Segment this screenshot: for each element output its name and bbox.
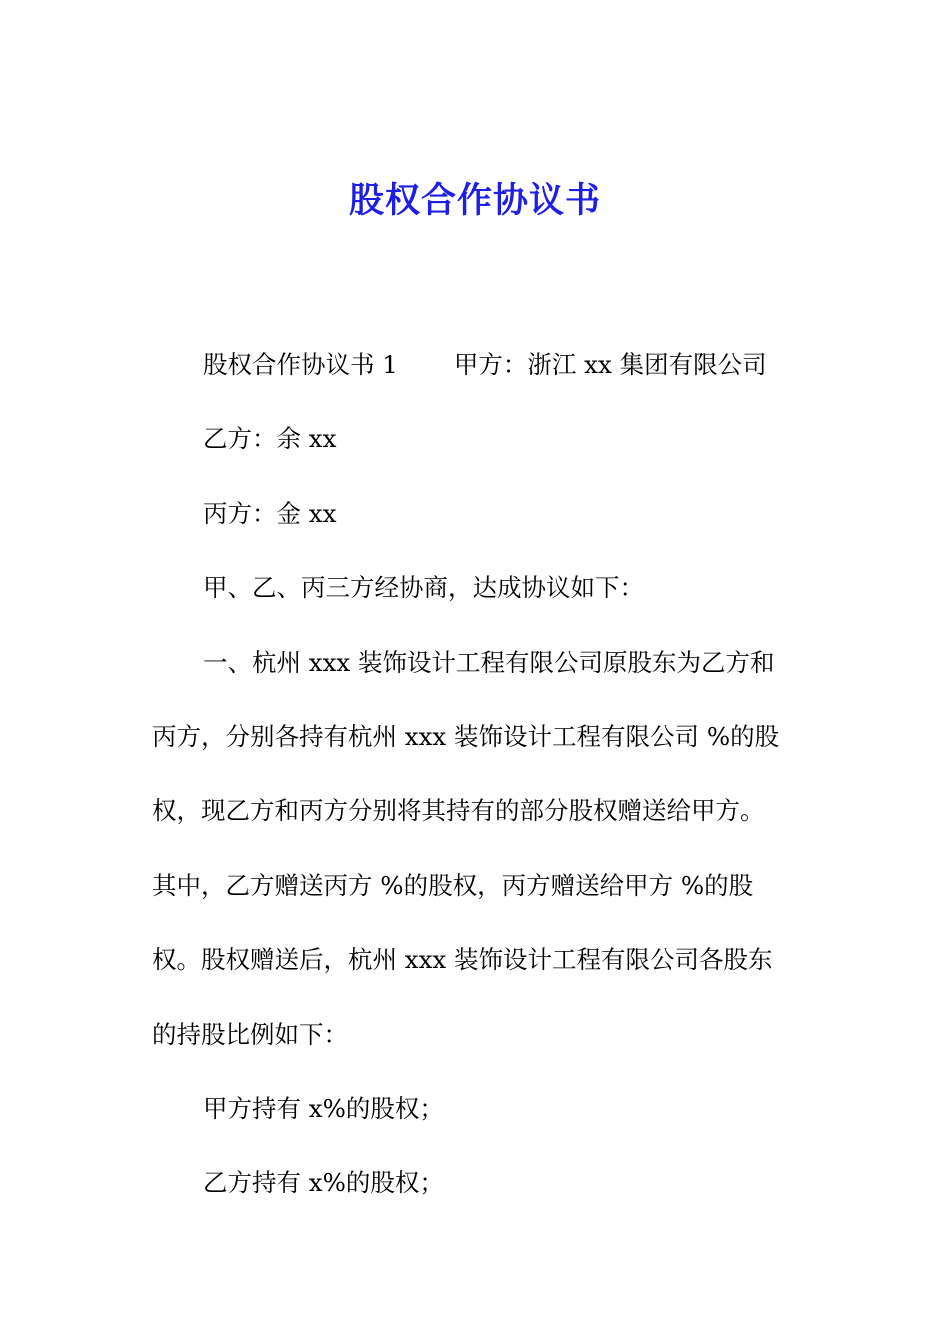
document-title: 股权合作协议书 (348, 181, 601, 221)
party-a-share: 甲方持有 x%的股权； (203, 1093, 444, 1123)
agreement-intro: 甲、乙、丙三方经协商，达成协议如下： (203, 573, 644, 603)
party-b-line: 乙方：余 xx (203, 424, 337, 454)
clause-1-line-1: 一、杭州 xxx 装饰设计工程有限公司原股东为乙方和 (203, 647, 775, 677)
clause-1-line-2: 丙方，分别各持有杭州 xxx 装饰设计工程有限公司 %的股 (152, 721, 780, 751)
clause-1-line-6: 的持股比例如下： (152, 1019, 348, 1049)
party-a-line: 甲方：浙江 xx 集团有限公司 (453, 350, 767, 379)
party-b-share: 乙方持有 x%的股权； (203, 1168, 444, 1198)
clause-1-line-5: 权。股权赠送后，杭州 xxx 装饰设计工程有限公司各股东 (152, 945, 773, 975)
document-subtitle: 股权合作协议书 1 (203, 350, 398, 379)
party-c-line: 丙方：金 xx (203, 498, 337, 528)
heading-line (152, 328, 792, 402)
clause-1-line-3: 权，现乙方和丙方分别将其持有的部分股权赠送给甲方。 (152, 796, 765, 826)
document-body (152, 328, 792, 1221)
clause-1-line-4: 其中，乙方赠送丙方 %的股权，丙方赠送给甲方 %的股 (152, 870, 754, 900)
